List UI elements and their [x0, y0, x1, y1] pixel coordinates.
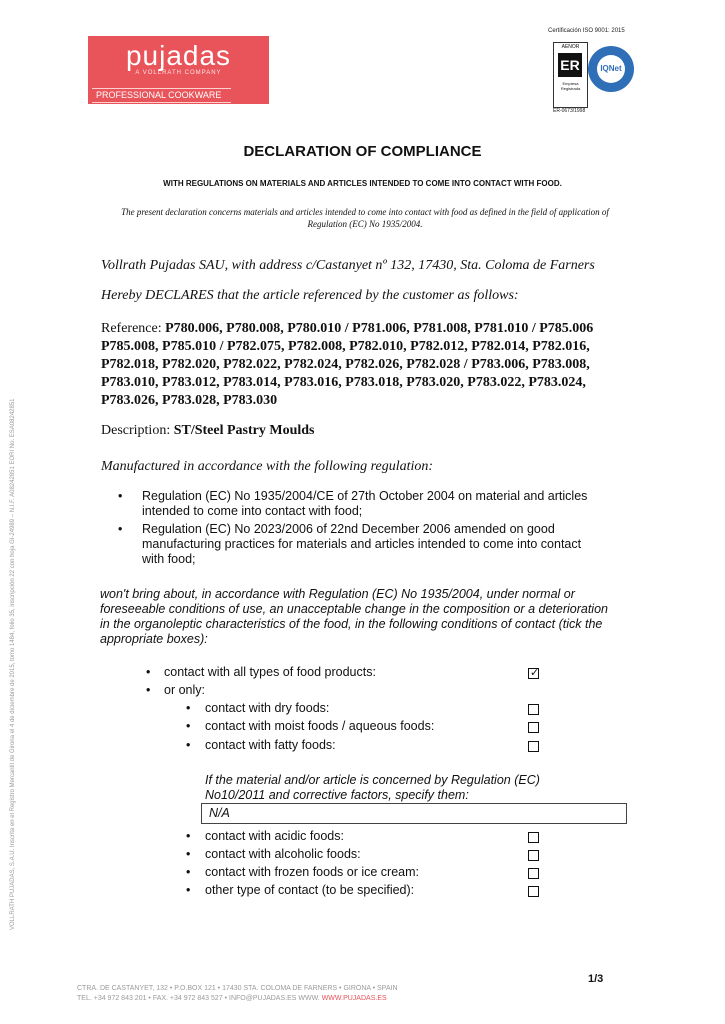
description-value: ST/Steel Pastry Moulds [173, 423, 315, 438]
regulation-item: • Regulation (EC) No 1935/2004/CE of 27th October 2004 on material and articles intended to come into contact with food; [118, 489, 588, 519]
bullet: • [186, 738, 191, 752]
contact-frozen-label: contact with frozen foods or ice cream: [205, 865, 419, 879]
aenor-seal [553, 42, 588, 108]
page-number: 1/3 [588, 973, 604, 985]
checkbox-alcoholic-foods[interactable] [528, 850, 539, 861]
checkmark-icon: ✓ [530, 667, 540, 679]
registry-side-text: VOLLRATH PUJADAS, S.A.U. Inscrita en el Registro Mercantil de Girona el 4 de diciembre de 2015, tomo 1484, folio 35, inscripción 22 con hoja GI-24989 – N.I.F. A08242851 EORI No. ESA08242851 [10, 398, 16, 930]
footer-contact [77, 995, 387, 1002]
contact-all-label: contact with all types of food products: [164, 665, 376, 679]
regulation-item: • Regulation (EC) No 2023/2006 of 22nd December 2006 amended on good manufacturing practices for materials and articles intended to come into contact with food; [118, 522, 588, 567]
checkbox-acidic-foods[interactable] [528, 832, 539, 843]
footer-phone-fax: TEL. +34 972 843 201 • FAX. +34 972 843 527 • INFO@PUJADAS.ES WWW. [77, 995, 320, 1002]
reference-block [101, 320, 621, 410]
logo-subtitle: A VOLLRATH COMPANY [135, 70, 222, 76]
checkbox-all-foods[interactable] [528, 668, 539, 679]
checkbox-moist-foods[interactable] [528, 722, 539, 733]
contact-moist-label: contact with moist foods / aqueous foods: [205, 719, 435, 733]
contact-acidic-label: contact with acidic foods: [205, 829, 344, 843]
checkbox-fatty-foods[interactable] [528, 741, 539, 752]
checkbox-dry-foods[interactable] [528, 704, 539, 715]
description-label: Description: [101, 423, 171, 438]
logo-name: pujadas [125, 40, 232, 71]
bullet: • [186, 701, 191, 715]
corrective-factors-field[interactable] [201, 803, 627, 824]
iqnet-label: IQNet [597, 55, 625, 83]
footer-website-link[interactable]: WWW.PUJADAS.ES [321, 995, 387, 1002]
declares-statement: Hereby DECLARES that the article referenced by the customer as follows: [101, 288, 519, 303]
reference-values: P780.006, P780.008, P780.010 / P781.006, P781.008, P781.010 / P785.006 P785.008, P785.010 / P782.075, P782.008, P782.010, P782.012, P782.014, P782.016, P782.018, P782.020, P782.022, P782.024, P782.026, P782.028 / P783.006, P783.008, P783.010, P783.012, P783.014, P783.016, P783.018, P783.020, P783.022, P783.024, P783.026, P783.028, P783.030 [101, 321, 594, 408]
page-subtitle: WITH REGULATIONS ON MATERIALS AND ARTICLES INTENDED TO COME INTO CONTACT WITH FOOD. [163, 179, 562, 188]
iqnet-seal [588, 46, 634, 92]
description-block [101, 423, 315, 439]
contact-fatty-label: contact with fatty foods: [205, 738, 336, 752]
conditions-paragraph: won't bring about, in accordance with Regulation (EC) No 1935/2004, under normal or foreseeable conditions of use, an unacceptable change in the composition or a deterioration in the organoleptic characteristics of the food, in the following conditions of contact (tick the appropriate boxes): [100, 587, 608, 646]
contact-other-label: other type of contact (to be specified): [205, 883, 415, 897]
bullet: • [186, 847, 191, 861]
logo-band: PROFESSIONAL COOKWARE [92, 88, 231, 103]
certification-code: ER-0673/1998 [553, 108, 586, 114]
company-logo [88, 36, 269, 104]
certification-title: Certificación ISO 9001: 2015 [548, 28, 625, 34]
aenor-text: Empresa Registrada [560, 81, 581, 91]
bullet: • [186, 883, 191, 897]
aenor-label: AENOR [561, 44, 580, 50]
bullet: • [186, 829, 191, 843]
reference-label: Reference: [101, 321, 162, 336]
corrective-factors-value: N/A [209, 806, 230, 820]
er-mark: ER [558, 53, 582, 77]
bullet: • [186, 719, 191, 733]
regulation-list [118, 489, 588, 570]
checkbox-other-contact[interactable] [528, 886, 539, 897]
bullet: • [146, 683, 151, 697]
page-title: DECLARATION OF COMPLIANCE [243, 143, 482, 160]
company-statement: Vollrath Pujadas SAU, with address c/Castanyet nº 132, 17430, Sta. Coloma de Farners [101, 258, 595, 273]
bullet: • [186, 865, 191, 879]
contact-alcoholic-label: contact with alcoholic foods: [205, 847, 361, 861]
footer-address: CTRA. DE CASTANYET, 132 • P.O.BOX 121 • 17430 STA. COLOMA DE FARNERS • GIRONA • SPAIN [77, 985, 398, 992]
bullet: • [146, 665, 151, 679]
or-only-label: or only: [164, 683, 205, 697]
declaration-note: The present declaration concerns materials and articles intended to come into contact with food as defined in the field of application of Regulation (EC) No 1935/2004. [121, 207, 609, 229]
checkbox-frozen-foods[interactable] [528, 868, 539, 879]
regulation-note: If the material and/or article is concerned by Regulation (EC) No10/2011 and corrective factors, specify them: [205, 773, 540, 802]
manufactured-heading: Manufactured in accordance with the following regulation: [101, 459, 434, 474]
contact-dry-label: contact with dry foods: [205, 701, 330, 715]
